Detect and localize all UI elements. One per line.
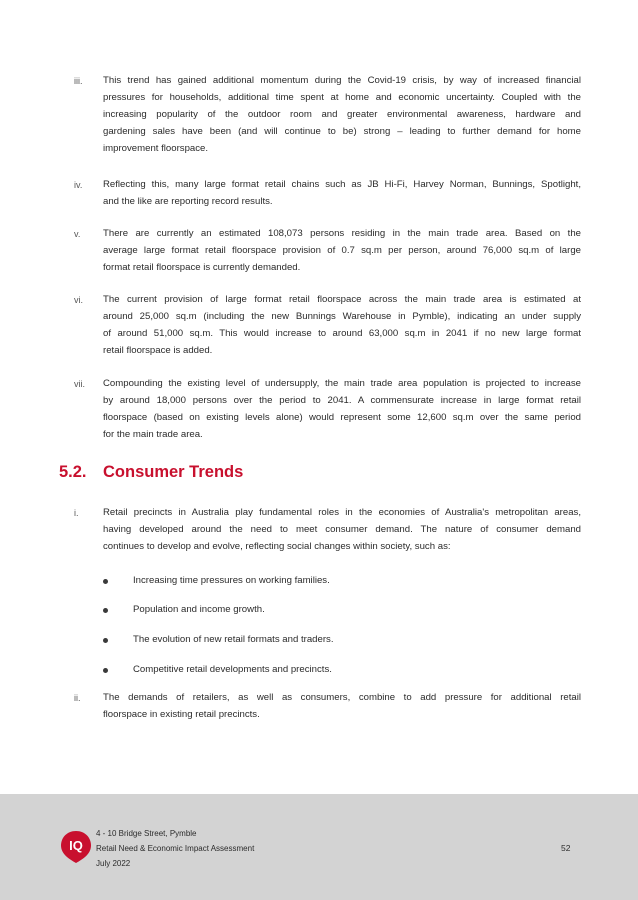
- list-number: i.: [74, 508, 79, 518]
- text-line: floorspace (based on existing levels alone) would represent some 12,600 sq.m over the same period: [103, 411, 581, 423]
- text-line: Reflecting this, many large format retail chains such as JB Hi-Fi, Harvey Norman, Bunnings, Spotlight,: [103, 179, 581, 190]
- list-item-iii: [57, 73, 581, 158]
- list-item-vi: [57, 292, 581, 360]
- text-line: continues to develop and evolve, reflecting social changes within society, such as:: [103, 540, 451, 552]
- list-item-ii: [57, 690, 581, 724]
- bullet-icon: [103, 668, 108, 673]
- list-number: vii.: [74, 379, 85, 389]
- text-line: This trend has gained additional momentum during the Covid-19 crisis, by way of increased financial: [103, 75, 581, 86]
- text-line: gardening sales have been (and will continue to be) strong – leading to further demand for home: [103, 125, 581, 137]
- text-line: floorspace in existing retail precincts.: [103, 708, 260, 720]
- bullet-icon: [103, 608, 108, 613]
- text-line: of around 51,000 sq.m. This would increase to around 63,000 sq.m in 2041 if no new large format: [103, 327, 581, 339]
- bullet-icon: [103, 579, 108, 584]
- list-text: [103, 292, 581, 360]
- list-text: [103, 376, 581, 444]
- text-line: improvement floorspace.: [103, 142, 209, 154]
- list-text: [103, 73, 581, 158]
- text-line: average large format retail floorspace provision of 0.7 sq.m per person, around 76,000 sq.m of large: [103, 244, 581, 256]
- text-line: Retail precincts in Australia play fundamental roles in the economies of Australia's metropolitan areas,: [103, 507, 581, 518]
- text-line: pressures for households, additional time spent at home and economic uncertainty. Coupled with the: [103, 91, 581, 103]
- list-text: [103, 226, 581, 277]
- text-line: format retail floorspace is currently demanded.: [103, 261, 301, 273]
- list-text: [103, 505, 581, 556]
- iq-logo-icon: [59, 830, 93, 864]
- bullet-icon: [103, 638, 108, 643]
- bullet-item: [103, 602, 573, 618]
- list-item-i: [57, 505, 581, 556]
- list-number: v.: [74, 229, 81, 239]
- logo-text: IQ: [69, 838, 83, 853]
- text-line: increasing popularity of the outdoor room and greater environmental awareness, hardware and: [103, 108, 581, 120]
- section-number: 5.2.: [59, 463, 87, 481]
- list-number: iv.: [74, 180, 83, 190]
- text-line: The current provision of large format retail floorspace across the main trade area is estimated at: [103, 294, 581, 305]
- footer-date: July 2022: [96, 859, 131, 868]
- text-line: for the main trade area.: [103, 428, 203, 440]
- list-item-v: [57, 226, 581, 277]
- list-item-iv: [57, 177, 581, 211]
- text-line: by around 18,000 persons over the period to 2041. A commensurate increase in large format retail: [103, 394, 581, 406]
- bullet-text: Population and income growth.: [133, 604, 265, 615]
- footer-address: 4 - 10 Bridge Street, Pymble: [96, 829, 197, 838]
- list-number: vi.: [74, 295, 83, 305]
- text-line: around 25,000 sq.m (including the new Bunnings Warehouse in Pymble), indicating an under supply: [103, 310, 581, 322]
- text-line: Compounding the existing level of undersupply, the main trade area population is projected to increase: [103, 378, 581, 389]
- text-line: There are currently an estimated 108,073 persons residing in the main trade area. Based on the: [103, 228, 581, 239]
- page-number: 52: [561, 843, 571, 853]
- text-line: retail floorspace is added.: [103, 344, 213, 356]
- text-line: and the like are reporting record results.: [103, 195, 273, 207]
- bullet-item: [103, 573, 573, 589]
- bullet-text: Increasing time pressures on working families.: [133, 575, 330, 586]
- bullet-text: Competitive retail developments and precincts.: [133, 664, 332, 675]
- list-text: [103, 177, 581, 211]
- text-line: having developed around the need to meet consumer demand. The nature of consumer demand: [103, 523, 581, 535]
- bullet-item: [103, 662, 573, 678]
- bullet-item: [103, 632, 573, 648]
- list-item-vii: [57, 376, 581, 444]
- footer-report-title: Retail Need & Economic Impact Assessment: [96, 844, 255, 853]
- list-number: ii.: [74, 693, 81, 703]
- list-number: iii.: [74, 76, 83, 86]
- bullet-text: The evolution of new retail formats and traders.: [133, 634, 334, 645]
- list-text: [103, 690, 581, 724]
- section-title: Consumer Trends: [103, 463, 244, 481]
- text-line: The demands of retailers, as well as consumers, combine to add pressure for additional retail: [103, 692, 581, 703]
